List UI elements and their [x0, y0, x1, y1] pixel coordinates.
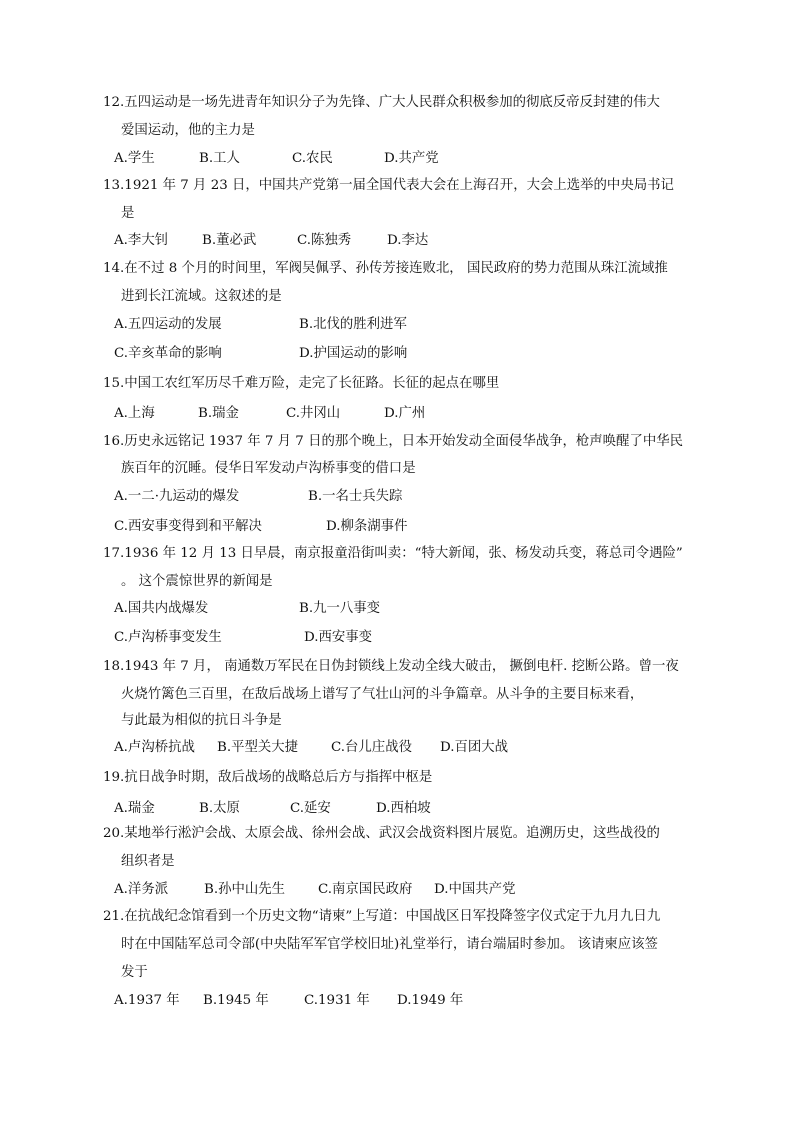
question-18-option-d[interactable]: D.百团大战: [440, 740, 509, 755]
question-13-option-b[interactable]: B.董必武: [202, 233, 257, 248]
question-16-option-b[interactable]: B.一名士兵失踪: [308, 489, 403, 504]
question-12-option-b[interactable]: B.工人: [199, 151, 240, 166]
question-12-option-a[interactable]: A.学生: [114, 151, 155, 166]
question-20-line-2: 组织者是: [121, 854, 175, 869]
question-14-line-1: 14.在不过 8 个月的时间里，军阀吴佩孚、孙传芳接连败北， 国民政府的势力范围从珠江流域推: [103, 261, 668, 276]
question-19-line-1: 19.抗日战争时期，敌后战场的战略总后方与指挥中枢是: [103, 770, 433, 785]
question-21-option-a[interactable]: A.1937 年: [114, 993, 180, 1008]
question-19-option-a[interactable]: A.瑞金: [114, 801, 155, 816]
question-14-option-a[interactable]: A.五四运动的发展: [114, 317, 222, 332]
question-15-option-a[interactable]: A.上海: [114, 406, 155, 421]
question-12-option-c[interactable]: C.农民: [292, 151, 333, 166]
question-21-line-1: 21.在抗战纪念馆看到一个历史文物“请柬”上写道：中国战区日军投降签字仪式定于九月九日九: [103, 909, 661, 924]
question-15-option-b[interactable]: B.瑞金: [198, 406, 239, 421]
question-19-option-b[interactable]: B.太原: [199, 801, 240, 816]
question-17-line-2: 。 这个震惊世界的新闻是: [121, 574, 273, 589]
question-12-line-1: 12.五四运动是一场先进青年知识分子为先锋、广大人民群众积极参加的彻底反帝反封建的伟大: [103, 95, 660, 110]
question-15-option-d[interactable]: D.广州: [384, 406, 426, 421]
question-17-option-d[interactable]: D.西安事变: [304, 630, 373, 645]
question-18-option-a[interactable]: A.卢沟桥抗战: [114, 740, 195, 755]
question-17-option-a[interactable]: A.国共内战爆发: [114, 601, 209, 616]
question-14-option-b[interactable]: B.北伐的胜利进军: [299, 317, 407, 332]
question-14-option-d[interactable]: D.护国运动的影响: [299, 346, 408, 361]
question-21-option-d[interactable]: D.1949 年: [397, 993, 464, 1008]
question-21-line-3: 发于: [121, 965, 148, 980]
question-13-option-a[interactable]: A.李大钊: [114, 233, 169, 248]
question-13-option-d[interactable]: D.李达: [387, 233, 429, 248]
question-17-option-c[interactable]: C.卢沟桥事变发生: [114, 630, 222, 645]
question-21-line-2: 时在中国陆军总司令部(中央陆军军官学校旧址)礼堂举行，请台端届时参加。 该请柬应该签: [121, 937, 658, 952]
question-16-option-c[interactable]: C.西安事变得到和平解决: [114, 519, 262, 534]
question-17-line-1: 17.1936 年 12 月 13 日早晨，南京报童沿街叫卖：“特大新闻，张、杨发动兵变，蒋总司令遇险”: [103, 546, 683, 561]
question-18-line-1: 18.1943 年 7 月， 南通数万军民在日伪封锁线上发动全线大破击， 撅倒电杆. 挖断公路。曾一夜: [103, 659, 679, 674]
question-20-option-a[interactable]: A.洋务派: [114, 882, 169, 897]
question-13-line-1: 13.1921 年 7 月 23 日，中国共产党第一届全国代表大会在上海召开，大会上选举的中央局书记: [103, 178, 674, 193]
question-15-option-c[interactable]: C.井冈山: [286, 406, 341, 421]
question-16-line-1: 16.历史永远铭记 1937 年 7 月 7 日的那个晚上，日本开始发动全面侵华战争，枪声唤醒了中华民: [103, 434, 684, 449]
question-14-line-2: 进到长江流域。这叙述的是: [121, 289, 282, 304]
question-19-option-c[interactable]: C.延安: [290, 801, 331, 816]
question-18-option-c[interactable]: C.台儿庄战役: [331, 740, 412, 755]
question-16-option-a[interactable]: A.一二·九运动的爆发: [114, 489, 240, 504]
question-18-line-3: 与此最为相似的抗日斗争是: [121, 713, 282, 728]
question-18-option-b[interactable]: B.平型关大捷: [217, 740, 299, 755]
question-16-option-d[interactable]: D.柳条湖事件: [326, 519, 408, 534]
question-13-line-2: 是: [121, 206, 135, 221]
question-20-option-b[interactable]: B.孙中山先生: [204, 882, 286, 897]
question-19-option-d[interactable]: D.西柏坡: [376, 801, 431, 816]
question-12-option-d[interactable]: D.共产党: [384, 151, 439, 166]
question-20-option-c[interactable]: C.南京国民政府: [318, 882, 413, 897]
question-12-line-2: 爱国运动，他的主力是: [121, 123, 255, 138]
question-20-option-d[interactable]: D.中国共产党: [434, 882, 516, 897]
question-16-line-2: 族百年的沉睡。侵华日军发动卢沟桥事变的借口是: [121, 461, 416, 476]
question-13-option-c[interactable]: C.陈独秀: [297, 233, 352, 248]
question-17-option-b[interactable]: B.九一八事变: [299, 601, 381, 616]
question-18-line-2: 火烧竹篱色三百里，在敌后战场上谱写了气壮山河的斗争篇章。从斗争的主要目标来看，: [121, 687, 644, 702]
question-14-option-c[interactable]: C.辛亥革命的影响: [114, 346, 222, 361]
question-15-line-1: 15.中国工农红军历尽千难万险，走完了长征路。长征的起点在哪里: [103, 376, 500, 391]
question-20-line-1: 20.某地举行淞沪会战、太原会战、徐州会战、武汉会战资料图片展览。追溯历史，这些战役的: [103, 826, 660, 841]
question-21-option-b[interactable]: B.1945 年: [203, 993, 269, 1008]
question-21-option-c[interactable]: C.1931 年: [304, 993, 370, 1008]
